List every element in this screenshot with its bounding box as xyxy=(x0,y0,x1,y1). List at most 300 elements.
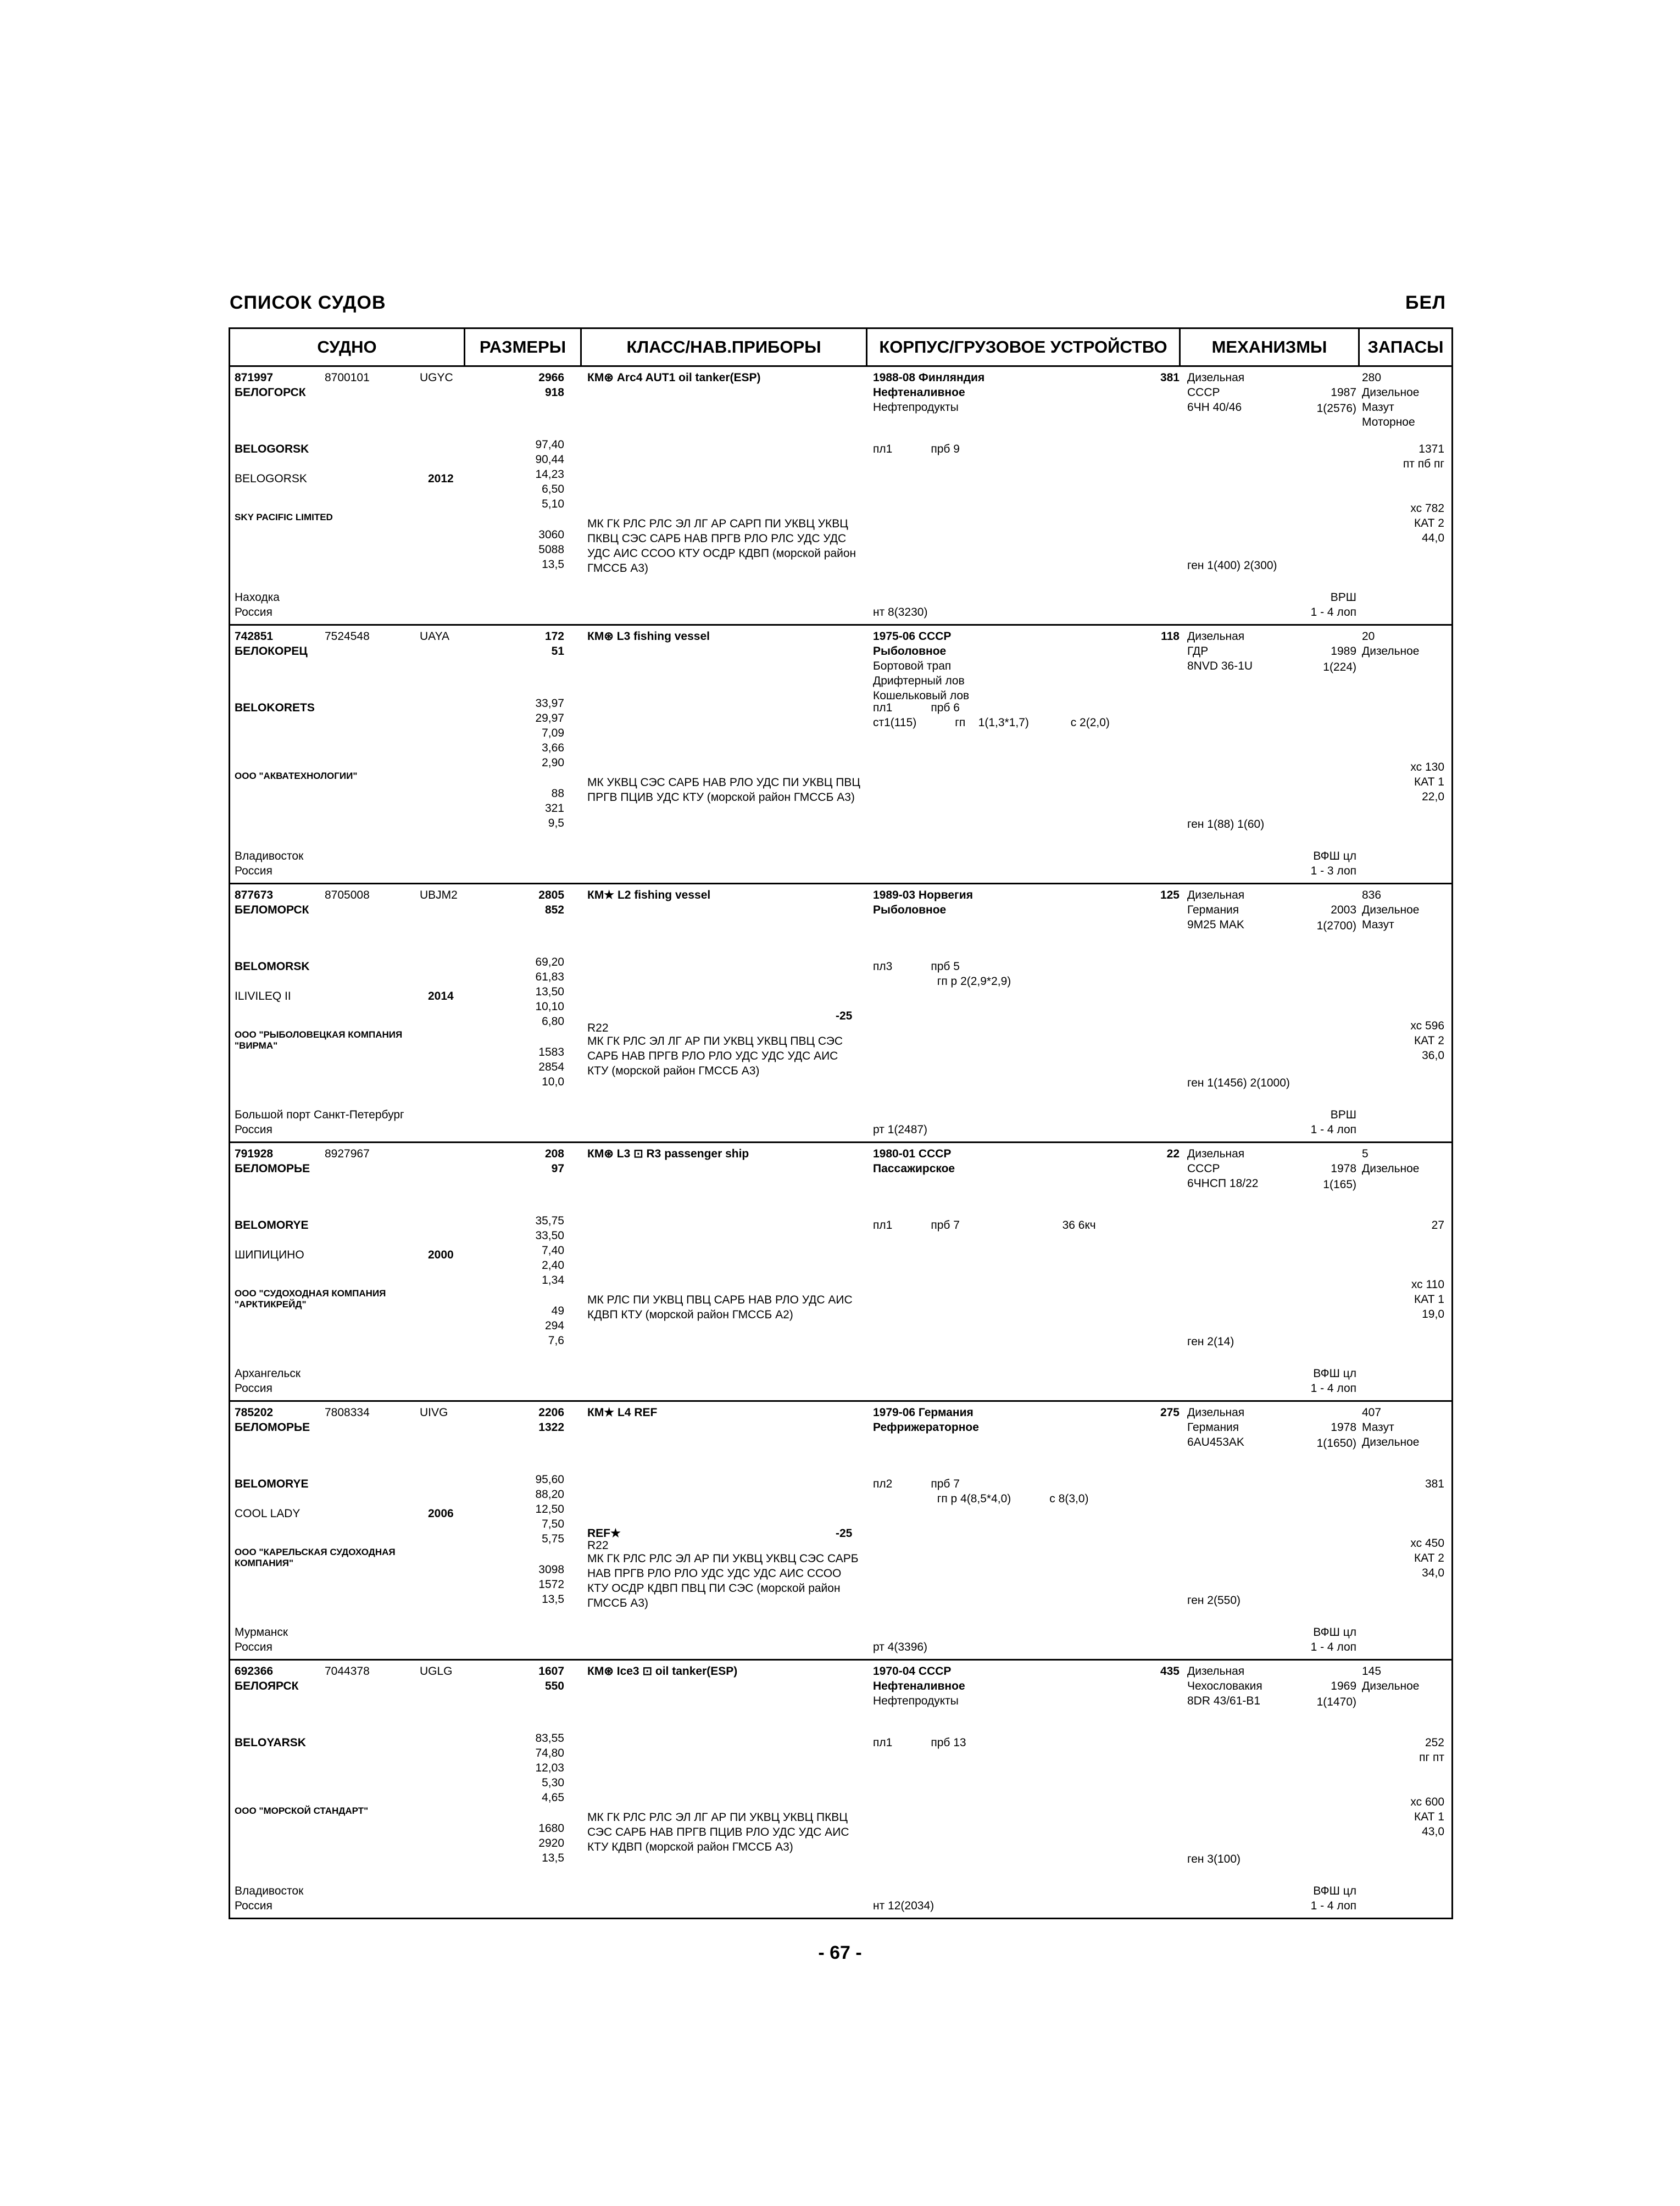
list-line: 1680 xyxy=(538,1822,564,1835)
class-notation: КМ⊛ Arc4 AUT1 oil tanker(ESP) xyxy=(587,371,761,384)
list-line: 2,90 xyxy=(542,756,564,769)
capacities-list xyxy=(465,1821,564,1865)
list-line: гп р 2(2,9*2,9) xyxy=(873,975,1011,988)
build-year-country: 1970-04 СССР xyxy=(873,1665,952,1678)
net-tonnage: 852 xyxy=(544,904,564,916)
ship-record xyxy=(230,1401,1453,1660)
ship-type: Рефрижераторное xyxy=(873,1421,979,1434)
hull-number: 118 xyxy=(1161,630,1180,643)
ship-name-lat: BELOMORSK xyxy=(235,960,310,973)
propeller-blades: 1 - 4 лоп xyxy=(1310,1123,1356,1136)
ship-name-lat: BELOGORSK xyxy=(235,443,309,455)
engine-power: 1(1650) xyxy=(1316,1437,1356,1450)
list-line: 43,0 xyxy=(1422,1825,1444,1838)
engine-power: 1(1470) xyxy=(1316,1696,1356,1708)
hull-number: 22 xyxy=(1166,1147,1180,1160)
list-line: пл3 прб 5 xyxy=(873,960,960,973)
engine-type: Дизельная xyxy=(1187,1147,1245,1160)
section-label: БЕЛ xyxy=(1405,292,1446,313)
gross-tonnage: 1607 xyxy=(538,1665,564,1678)
home-port: Находка xyxy=(235,591,280,604)
engine-year: 1987 xyxy=(1331,386,1356,399)
cargo-holds: рт 1(2487) xyxy=(873,1123,928,1136)
list-line: 836 xyxy=(1362,889,1382,901)
stores-fuel xyxy=(1362,629,1419,659)
list-line: 83,55 xyxy=(535,1732,564,1745)
list-line: 88 xyxy=(551,787,564,800)
stores-crew xyxy=(1362,1018,1444,1063)
hull-number: 125 xyxy=(1160,889,1180,901)
class-temperature: -25 xyxy=(836,1527,853,1540)
previous-name: BELOGORSK xyxy=(235,472,307,485)
list-line: 7,6 xyxy=(548,1334,564,1347)
engine-type: Дизельная xyxy=(1187,1406,1245,1419)
engine-country: Германия xyxy=(1187,904,1239,916)
col-header-class: КЛАСС/НАВ.ПРИБОРЫ xyxy=(581,328,867,366)
list-line: 5,10 xyxy=(542,498,564,510)
imo-number: 7524548 xyxy=(325,630,370,643)
class-notation: КМ★ L4 REF xyxy=(587,1406,658,1419)
list-line: 12,50 xyxy=(535,1503,564,1516)
list-line: 20 xyxy=(1362,630,1375,643)
list-line: Дизельное xyxy=(1362,904,1420,916)
cargo-holds: нт 12(2034) xyxy=(873,1899,934,1912)
list-line: 22,0 xyxy=(1422,790,1444,803)
deck-equipment xyxy=(873,1735,966,1750)
dimensions-list xyxy=(465,955,564,1029)
imo-number: 8927967 xyxy=(325,1147,370,1160)
list-line: пл1 прб 6 xyxy=(873,701,960,714)
ship-id: 785202 xyxy=(235,1406,274,1419)
col-header-machinery: МЕХАНИЗМЫ xyxy=(1180,328,1359,366)
gross-tonnage: 2966 xyxy=(538,371,564,384)
list-line: 61,83 xyxy=(535,971,564,983)
stores-fuel xyxy=(1362,888,1419,932)
ship-name-ru: БЕЛОКОРЕЦ xyxy=(235,645,308,658)
list-line: 7,40 xyxy=(542,1244,564,1257)
ship-id: 791928 xyxy=(235,1147,274,1160)
list-line: Дизельное xyxy=(1362,645,1420,658)
dimensions-list xyxy=(465,1731,564,1805)
ship-type: Рыболовное xyxy=(873,645,947,658)
generators: ген 1(88) 1(60) xyxy=(1187,818,1265,831)
stores-crew xyxy=(1362,1536,1444,1580)
build-year-country: 1975-06 СССР xyxy=(873,630,952,643)
nav-equipment: МК ГК РЛС РЛС ЭЛ ЛГ АР САРП ПИ УКВЦ УКВЦ ПКВЦ СЭС САРБ НАВ ПРГВ РЛО РЛС УДС УДС УДС АИС ССОО КТУ ОСДР КДВП (морской район ГМССБ А3) xyxy=(587,517,856,575)
list-line: 13,5 xyxy=(542,1593,564,1606)
list-line: 145 xyxy=(1362,1665,1382,1678)
class-notation: КМ★ L2 fishing vessel xyxy=(587,889,711,901)
engine-power: 1(224) xyxy=(1323,661,1356,673)
list-line: 5,75 xyxy=(542,1533,564,1545)
list-line: хс 782 xyxy=(1410,502,1444,515)
capacities-list xyxy=(465,1303,564,1348)
gross-tonnage: 2805 xyxy=(538,889,564,901)
owner: ООО "МОРСКОЙ СТАНДАРТ" xyxy=(235,1806,369,1816)
propeller-type: ВРШ xyxy=(1330,591,1356,604)
engine-model: 6ЧНСП 18/22 xyxy=(1187,1177,1259,1190)
owner: ООО "АКВАТЕХНОЛОГИИ" xyxy=(235,771,358,781)
build-year-country: 1989-03 Норвегия xyxy=(873,889,973,901)
gross-tonnage: 2206 xyxy=(538,1406,564,1419)
list-line: 381 xyxy=(1425,1478,1444,1490)
home-port: Мурманск xyxy=(235,1626,288,1639)
list-line: 1583 xyxy=(538,1046,564,1059)
engine-type: Дизельная xyxy=(1187,889,1245,901)
nav-equipment: МК ГК РЛС РЛС ЭЛ АР ПИ УКВЦ УКВЦ СЭС САРБ НАВ ПРГВ РЛО РЛО УДС УДС УДС АИС ССОО КТУ ОСДР КДВП ПВЦ ПИ СЭС (морской район ГМССБ А3) xyxy=(587,1552,859,1609)
ship-id: 692366 xyxy=(235,1665,274,1678)
list-line: 6,50 xyxy=(542,483,564,495)
stores-fuel xyxy=(1362,1146,1419,1176)
cargo-holds: нт 8(3230) xyxy=(873,606,928,619)
gross-tonnage: 172 xyxy=(544,630,564,643)
list-line: Дизельное xyxy=(1362,1162,1420,1175)
ship-record xyxy=(230,884,1453,1143)
owner: ООО "РЫБОЛОВЕЦКАЯ КОМПАНИЯ "ВИРМА" xyxy=(235,1029,403,1051)
list-line: 69,20 xyxy=(535,956,564,968)
owner: ООО "КАРЕЛЬСКАЯ СУДОХОДНАЯ КОМПАНИЯ" xyxy=(235,1547,396,1568)
list-line: 2854 xyxy=(538,1061,564,1073)
list-line: ст1(115) гп 1(1,3*1,7) с 2(2,0) xyxy=(873,716,1110,729)
ship-id: 871997 xyxy=(235,371,274,384)
propeller-blades: 1 - 4 лоп xyxy=(1310,1382,1356,1395)
imo-number: 7808334 xyxy=(325,1406,370,1419)
list-line: пт пб пг xyxy=(1403,458,1444,470)
engine-power: 1(2576) xyxy=(1316,402,1356,415)
engine-model: 9M25 MAK xyxy=(1187,918,1244,931)
dimensions-list xyxy=(465,1213,564,1288)
list-line: пг пт xyxy=(1419,1751,1444,1764)
previous-name-year: 2014 xyxy=(428,990,454,1002)
deck-equipment xyxy=(873,700,1110,730)
list-line: КАТ 1 xyxy=(1414,1293,1444,1306)
ship-name-lat: BELOYARSK xyxy=(235,1736,306,1749)
hull-number: 381 xyxy=(1160,371,1180,384)
dimensions-list xyxy=(465,696,564,770)
list-line: Нефтепродукты xyxy=(873,1695,959,1707)
ship-type: Пассажирское xyxy=(873,1162,955,1175)
capacities-list xyxy=(465,786,564,831)
list-line: КАТ 1 xyxy=(1414,1811,1444,1823)
propeller-blades: 1 - 4 лоп xyxy=(1310,606,1356,619)
propeller-type: ВФШ цл xyxy=(1313,1885,1356,1897)
ship-name-ru: БЕЛОГОРСК xyxy=(235,386,306,399)
ship-type: Нефтеналивное xyxy=(873,386,965,399)
list-line: КАТ 1 xyxy=(1414,776,1444,788)
ship-record xyxy=(230,366,1453,625)
hull-features xyxy=(873,400,959,415)
ship-list-table xyxy=(229,327,1453,1919)
deck-equipment xyxy=(873,1477,1089,1506)
stores-fuel xyxy=(1362,1664,1419,1694)
list-line: 1371 xyxy=(1418,443,1444,455)
list-line: 1572 xyxy=(538,1578,564,1591)
list-line: 49 xyxy=(551,1305,564,1317)
imo-number: 8700101 xyxy=(325,371,370,384)
list-line: пл1 прб 13 xyxy=(873,1736,966,1749)
col-header-ship: СУДНО xyxy=(230,328,465,366)
list-line: Мазут xyxy=(1362,1421,1394,1434)
generators: ген 2(550) xyxy=(1187,1594,1241,1607)
net-tonnage: 51 xyxy=(551,645,564,658)
list-line: 13,5 xyxy=(542,1852,564,1864)
imo-number: 7044378 xyxy=(325,1665,370,1678)
flag-country: Россия xyxy=(235,1382,272,1395)
list-line: 3098 xyxy=(538,1563,564,1576)
previous-name: COOL LADY xyxy=(235,1507,301,1520)
ship-name-ru: БЕЛОМОРЬЕ xyxy=(235,1421,310,1434)
hull-number: 435 xyxy=(1160,1665,1180,1678)
list-line: 7,09 xyxy=(542,727,564,739)
deck-equipment xyxy=(873,1218,1096,1233)
flag-country: Россия xyxy=(235,1899,272,1912)
stores-fuel xyxy=(1362,370,1419,430)
build-year-country: 1979-06 Германия xyxy=(873,1406,973,1419)
generators: ген 2(14) xyxy=(1187,1335,1234,1348)
flag-country: Россия xyxy=(235,1123,272,1136)
list-line: Дрифтерный лов xyxy=(873,675,965,687)
capacities-list xyxy=(465,527,564,572)
engine-type: Дизельная xyxy=(1187,371,1245,384)
owner: SKY PACIFIC LIMITED xyxy=(235,512,333,522)
flag-country: Россия xyxy=(235,865,272,877)
list-line: 1,34 xyxy=(542,1274,564,1286)
previous-name-year: 2006 xyxy=(428,1507,454,1520)
list-line: пл2 прб 7 xyxy=(873,1478,960,1490)
gross-tonnage: 208 xyxy=(544,1147,564,1160)
dimensions-list xyxy=(465,1472,564,1546)
generators: ген 1(400) 2(300) xyxy=(1187,559,1277,572)
propeller-type: ВФШ цл xyxy=(1313,1626,1356,1639)
engine-model: 8DR 43/61-B1 xyxy=(1187,1695,1261,1707)
net-tonnage: 550 xyxy=(544,1680,564,1692)
generators: ген 1(1456) 2(1000) xyxy=(1187,1077,1290,1089)
flag-country: Россия xyxy=(235,606,272,619)
ship-name-ru: БЕЛОЯРСК xyxy=(235,1680,299,1692)
propeller-type: ВРШ xyxy=(1330,1108,1356,1121)
propeller-blades: 1 - 4 лоп xyxy=(1310,1899,1356,1912)
list-line: 29,97 xyxy=(535,712,564,725)
list-line: 5,30 xyxy=(542,1776,564,1789)
previous-name-year: 2000 xyxy=(428,1249,454,1261)
ship-record xyxy=(230,1660,1453,1919)
class-temperature: -25 xyxy=(836,1010,853,1022)
capacities-list xyxy=(465,1562,564,1607)
previous-name-year: 2012 xyxy=(428,472,454,485)
list-line: 5088 xyxy=(538,543,564,556)
ship-type: Нефтеналивное xyxy=(873,1680,965,1692)
capacities-list xyxy=(465,1045,564,1089)
list-line: 3060 xyxy=(538,528,564,541)
list-line: 321 xyxy=(544,802,564,815)
net-tonnage: 97 xyxy=(551,1162,564,1175)
stores-extra xyxy=(1362,442,1444,471)
list-line: пл1 прб 7 36 6кч xyxy=(873,1219,1096,1232)
list-line: КАТ 2 xyxy=(1414,517,1444,530)
call-sign: UBJM2 xyxy=(420,889,458,901)
propeller-blades: 1 - 4 лоп xyxy=(1310,1641,1356,1653)
stores-fuel xyxy=(1362,1405,1419,1450)
propeller-blades: 1 - 3 лоп xyxy=(1310,865,1356,877)
list-line: Дизельное xyxy=(1362,1436,1420,1449)
list-line: 74,80 xyxy=(535,1747,564,1759)
propeller-type: ВФШ цл xyxy=(1313,850,1356,862)
list-line: 5 xyxy=(1362,1147,1369,1160)
ship-id: 877673 xyxy=(235,889,274,901)
list-line: Мазут xyxy=(1362,918,1394,931)
generators: ген 3(100) xyxy=(1187,1853,1241,1865)
list-line: 2,40 xyxy=(542,1259,564,1272)
ship-name-lat: BELOKORETS xyxy=(235,701,315,714)
class-notation: КМ⊛ Ice3 ⊡ oil tanker(ESP) xyxy=(587,1665,738,1678)
deck-equipment xyxy=(873,442,960,456)
list-line: 90,44 xyxy=(535,453,564,466)
class-extra-2: R22 xyxy=(587,1022,609,1034)
hull-features xyxy=(873,1694,959,1708)
list-line: 10,0 xyxy=(542,1076,564,1088)
list-line: хс 596 xyxy=(1410,1020,1444,1032)
previous-name: ILIVILEQ II xyxy=(235,990,291,1002)
list-line: 9,5 xyxy=(548,817,564,829)
cargo-holds: рт 4(3396) xyxy=(873,1641,928,1653)
list-line: хс 130 xyxy=(1410,761,1444,773)
col-header-hull: КОРПУС/ГРУЗОВОЕ УСТРОЙСТВО xyxy=(867,328,1180,366)
list-line: Бортовой трап xyxy=(873,660,952,672)
engine-year: 2003 xyxy=(1331,904,1356,916)
engine-power: 1(2700) xyxy=(1316,920,1356,932)
list-line: Мазут xyxy=(1362,401,1394,414)
engine-country: ГДР xyxy=(1187,645,1209,658)
list-line: КАТ 2 xyxy=(1414,1034,1444,1047)
flag-country: Россия xyxy=(235,1641,272,1653)
ship-id: 742851 xyxy=(235,630,274,643)
list-line: 13,50 xyxy=(535,985,564,998)
engine-country: СССР xyxy=(1187,386,1220,399)
list-line: Дизельное xyxy=(1362,386,1420,399)
list-line: 19,0 xyxy=(1422,1308,1444,1321)
stores-crew xyxy=(1362,760,1444,804)
page-title: СПИСОК СУДОВ xyxy=(230,292,386,313)
stores-extra xyxy=(1362,1735,1444,1765)
engine-model: 6ЧН 40/46 xyxy=(1187,401,1242,414)
stores-extra xyxy=(1362,1477,1444,1491)
list-line: 6,80 xyxy=(542,1015,564,1028)
call-sign: UAYA xyxy=(420,630,450,643)
list-line: гп р 4(8,5*4,0) с 8(3,0) xyxy=(873,1492,1089,1505)
col-header-stores: ЗАПАСЫ xyxy=(1359,328,1453,366)
home-port: Архангельск xyxy=(235,1367,301,1380)
list-line: 88,20 xyxy=(535,1488,564,1501)
engine-type: Дизельная xyxy=(1187,630,1245,643)
ship-name-lat: BELOMORYE xyxy=(235,1219,309,1232)
list-line: Моторное xyxy=(1362,416,1415,428)
list-line: 280 xyxy=(1362,371,1382,384)
list-line: 36,0 xyxy=(1422,1049,1444,1062)
list-line: 294 xyxy=(544,1319,564,1332)
call-sign: UIVG xyxy=(420,1406,448,1419)
list-line: 7,50 xyxy=(542,1518,564,1530)
stores-crew xyxy=(1362,1277,1444,1322)
engine-country: Чехословакия xyxy=(1187,1680,1262,1692)
engine-model: 6AU453AK xyxy=(1187,1436,1244,1449)
net-tonnage: 918 xyxy=(544,386,564,399)
list-line: хс 110 xyxy=(1411,1278,1444,1291)
list-line: Нефтепродукты xyxy=(873,401,959,414)
list-line: 33,97 xyxy=(535,697,564,710)
engine-country: Германия xyxy=(1187,1421,1239,1434)
list-line: 27 xyxy=(1431,1219,1444,1232)
engine-year: 1989 xyxy=(1331,645,1356,658)
list-line: КАТ 2 xyxy=(1414,1552,1444,1564)
dimensions-list xyxy=(465,437,564,511)
list-line: 14,23 xyxy=(535,468,564,481)
hull-features xyxy=(873,659,969,703)
list-line: 95,60 xyxy=(535,1473,564,1486)
col-header-dimensions: РАЗМЕРЫ xyxy=(465,328,581,366)
engine-country: СССР xyxy=(1187,1162,1220,1175)
stores-crew xyxy=(1362,501,1444,545)
engine-type: Дизельная xyxy=(1187,1665,1245,1678)
list-line: 34,0 xyxy=(1422,1567,1444,1579)
class-notation: КМ⊛ L3 ⊡ R3 passenger ship xyxy=(587,1147,749,1160)
nav-equipment: МК РЛС ПИ УКВЦ ПВЦ САРБ НАВ РЛО УДС АИС КДВП КТУ (морской район ГМССБ А2) xyxy=(587,1294,853,1321)
list-line: хс 600 xyxy=(1410,1796,1444,1808)
table-header-row xyxy=(230,328,1453,366)
class-extra: REF★ xyxy=(587,1527,621,1540)
ship-record xyxy=(230,625,1453,884)
home-port: Владивосток xyxy=(235,850,304,862)
build-year-country: 1980-01 СССР xyxy=(873,1147,952,1160)
ship-name-ru: БЕЛОМОРЬЕ xyxy=(235,1162,310,1175)
list-line: 35,75 xyxy=(535,1215,564,1227)
engine-power: 1(165) xyxy=(1323,1178,1356,1191)
ship-record xyxy=(230,1143,1453,1401)
class-extra-2: R22 xyxy=(587,1539,609,1552)
owner: ООО "СУДОХОДНАЯ КОМПАНИЯ "АРКТИКРЕЙД" xyxy=(235,1288,386,1310)
call-sign: UGLG xyxy=(420,1665,453,1678)
list-line: 407 xyxy=(1362,1406,1382,1419)
build-year-country: 1988-08 Финляндия xyxy=(873,371,985,384)
propeller-type: ВФШ цл xyxy=(1313,1367,1356,1380)
list-line: 44,0 xyxy=(1422,532,1444,544)
engine-year: 1969 xyxy=(1331,1680,1356,1692)
list-line: 2920 xyxy=(538,1837,564,1850)
net-tonnage: 1322 xyxy=(538,1421,564,1434)
list-line: Кошельковый лов xyxy=(873,689,970,702)
list-line: 3,66 xyxy=(542,742,564,754)
list-line: Дизельное xyxy=(1362,1680,1420,1692)
ship-type: Рыболовное xyxy=(873,904,947,916)
nav-equipment: МК ГК РЛС ЭЛ ЛГ АР ПИ УКВЦ УКВЦ ПВЦ СЭС САРБ НАВ ПРГВ РЛО РЛО УДС УДС УДС АИС КТУ (морской район ГМССБ А3) xyxy=(587,1035,843,1077)
stores-extra xyxy=(1362,1218,1444,1233)
engine-model: 8NVD 36-1U xyxy=(1187,660,1253,672)
stores-crew xyxy=(1362,1795,1444,1839)
call-sign: UGYC xyxy=(420,371,453,384)
nav-equipment: МК ГК РЛС РЛС ЭЛ ЛГ АР ПИ УКВЦ УКВЦ ПКВЦ СЭС САРБ НАВ ПРГВ ПЦИВ РЛО УДС УДС АИС КТУ КДВП (морской район ГМССБ А3) xyxy=(587,1811,849,1853)
list-line: 97,40 xyxy=(535,438,564,451)
home-port: Большой порт Санкт-Петербург xyxy=(235,1108,404,1121)
hull-number: 275 xyxy=(1160,1406,1180,1419)
nav-equipment: МК УКВЦ СЭС САРБ НАВ РЛО УДС ПИ УКВЦ ПВЦ ПРГВ ПЦИВ УДС КТУ (морской район ГМССБ А3) xyxy=(587,776,860,804)
home-port: Владивосток xyxy=(235,1885,304,1897)
imo-number: 8705008 xyxy=(325,889,370,901)
list-line: 12,03 xyxy=(535,1762,564,1774)
ship-name-lat: BELOMORYE xyxy=(235,1478,309,1490)
previous-name: ШИПИЦИНО xyxy=(235,1249,304,1261)
list-line: пл1 прб 9 xyxy=(873,443,960,455)
engine-year: 1978 xyxy=(1331,1162,1356,1175)
deck-equipment xyxy=(873,959,1011,989)
